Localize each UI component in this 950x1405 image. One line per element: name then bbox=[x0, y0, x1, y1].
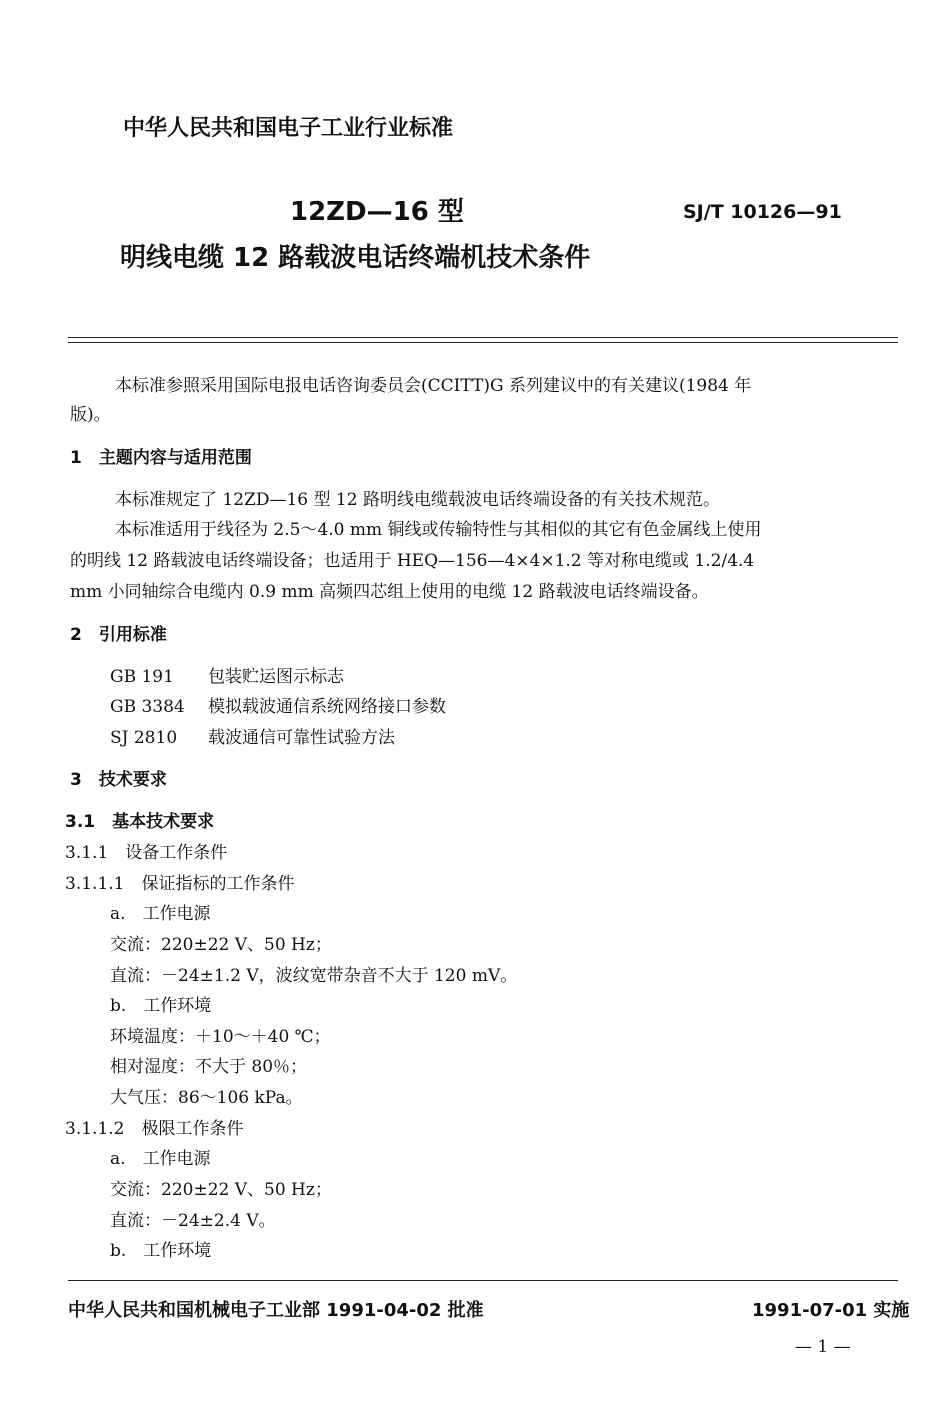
requirement-line: 交流：220±22 V、50 Hz； bbox=[110, 1180, 332, 1200]
requirement-line: 交流：220±22 V、50 Hz； bbox=[110, 935, 332, 955]
section-heading: 2 引用标准 bbox=[70, 625, 167, 645]
header-rule-bottom bbox=[68, 342, 898, 343]
standard-model: 12ZD—16 型 bbox=[290, 197, 464, 227]
paragraph-line: 本标准规定了 12ZD—16 型 12 路明线电缆载波电话终端设备的有关技术规范。 bbox=[115, 490, 720, 510]
section-heading: 3 技术要求 bbox=[70, 770, 167, 790]
requirement-line: 直流：－24±2.4 V。 bbox=[110, 1211, 276, 1231]
requirement-line: a. 工作电源 bbox=[110, 904, 211, 924]
requirement-line: 直流：－24±1.2 V，波纹宽带杂音不大于 120 mV。 bbox=[110, 966, 518, 986]
approval-note: 中华人民共和国机械电子工业部 1991-04-02 批准 bbox=[68, 1300, 484, 1321]
paragraph-line: 本标准适用于线径为 2.5～4.0 mm 铜线或传输特性与其相似的其它有色金属线上使用 bbox=[115, 520, 762, 540]
effective-date: 1991-07-01 实施 bbox=[752, 1300, 910, 1321]
requirement-line: 大气压：86～106 kPa。 bbox=[110, 1088, 303, 1108]
reference-code: GB 3384 bbox=[110, 697, 185, 717]
section-heading: 1 主题内容与适用范围 bbox=[70, 448, 252, 468]
paragraph-line: 的明线 12 路载波电话终端设备；也适用于 HEQ—156—4×4×1.2 等对称电缆或 1.2/4.4 bbox=[70, 551, 755, 571]
requirement-line: 相对湿度：不大于 80％； bbox=[110, 1057, 308, 1077]
reference-title: 包装贮运图示标志 bbox=[208, 667, 344, 687]
reference-code: GB 191 bbox=[110, 667, 174, 687]
reference-title: 载波通信可靠性试验方法 bbox=[208, 728, 395, 748]
requirement-line: 环境温度：＋10～＋40 ℃； bbox=[110, 1027, 331, 1047]
page-number: — 1 — bbox=[795, 1337, 851, 1357]
issuing-agency: 中华人民共和国电子工业行业标准 bbox=[123, 116, 454, 141]
requirement-line: b. 工作环境 bbox=[110, 1241, 212, 1261]
subsection-heading: 3.1 基本技术要求 bbox=[65, 812, 215, 832]
requirement-line: b. 工作环境 bbox=[110, 996, 212, 1016]
paragraph-line: mm 小同轴综合电缆内 0.9 mm 高频四芯组上使用的电缆 12 路载波电话终端设备。 bbox=[70, 582, 709, 602]
requirement-line: 3.1.1.1 保证指标的工作条件 bbox=[65, 874, 295, 894]
footer-rule bbox=[68, 1280, 898, 1281]
header-rule-top bbox=[68, 337, 898, 338]
requirement-line: 3.1.1 设备工作条件 bbox=[65, 843, 228, 863]
requirement-line: 3.1.1.2 极限工作条件 bbox=[65, 1119, 244, 1139]
standard-code: SJ/T 10126—91 bbox=[683, 201, 842, 223]
requirement-line: a. 工作电源 bbox=[110, 1149, 211, 1169]
standard-title: 明线电缆 12 路载波电话终端机技术条件 bbox=[120, 243, 591, 273]
reference-code: SJ 2810 bbox=[110, 728, 178, 748]
reference-title: 模拟载波通信系统网络接口参数 bbox=[208, 697, 446, 717]
intro-line: 版)。 bbox=[70, 405, 111, 425]
intro-line: 本标准参照采用国际电报电话咨询委员会(CCITT)G 系列建议中的有关建议(1984 年 bbox=[115, 376, 752, 396]
